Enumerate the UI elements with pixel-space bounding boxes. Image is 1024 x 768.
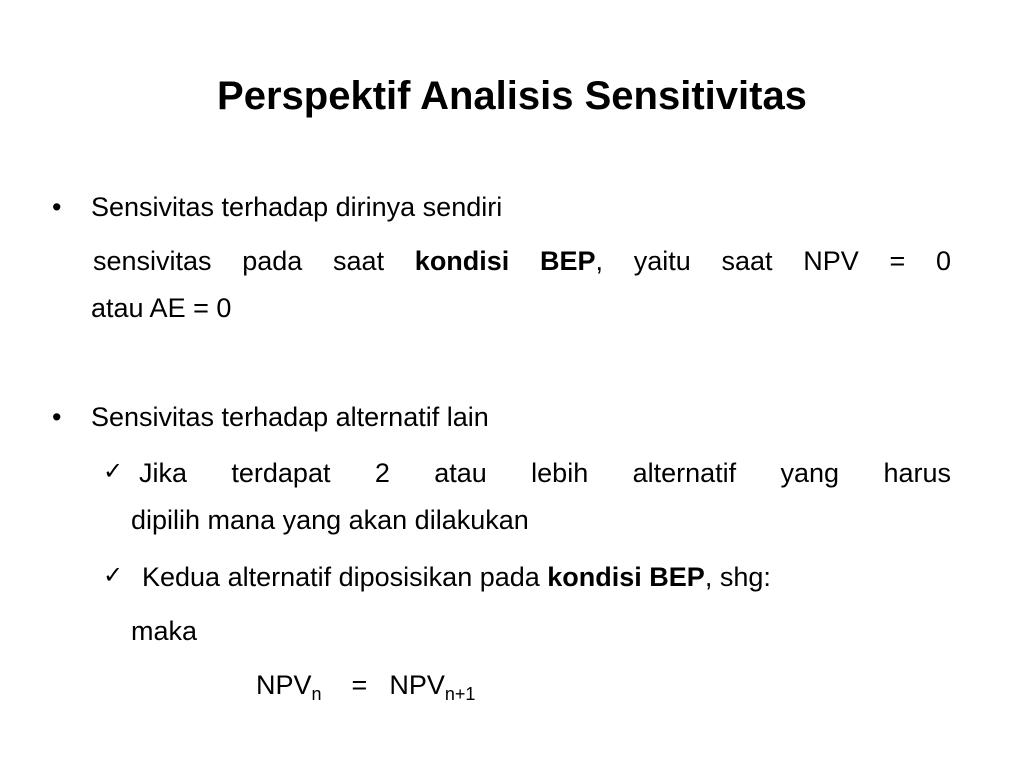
bullet-1-detail-text-b: , yaitu saat NPV = 0 xyxy=(595,246,951,276)
equation-right-sub: n+1 xyxy=(444,684,476,704)
check-item-2-text-a: Kedua alternatif diposisikan pada xyxy=(142,562,548,592)
equation-left-sub: n xyxy=(311,684,322,704)
bullet-2-heading: Sensivitas terhadap alternatif lain xyxy=(91,402,489,432)
maka-text: maka xyxy=(131,616,198,646)
bullet-1-detail-line1 xyxy=(93,244,951,278)
check-item-1-line2: dipilih mana yang akan dilakukan xyxy=(131,505,529,535)
check-item-2-text-b: , shg: xyxy=(704,562,771,592)
slide-title: Perspektif Analisis Sensitivitas xyxy=(217,74,807,118)
check-item-2-bold: kondisi BEP xyxy=(547,562,705,592)
bullet-1-detail-bold: kondisi BEP xyxy=(414,246,596,276)
checkmark-icon: ✓ xyxy=(103,561,124,589)
bullet-1-detail-text-a: sensivitas pada saat xyxy=(93,246,415,276)
bullet-1-heading: Sensivitas terhadap dirinya sendiri xyxy=(91,192,503,222)
bullet-1-detail-line2: atau AE = 0 xyxy=(91,293,232,323)
check-item-2 xyxy=(142,560,771,594)
equation-equals: = xyxy=(351,670,368,700)
bullet-dot-icon: • xyxy=(52,192,62,222)
bullet-dot-icon: • xyxy=(52,402,62,432)
equation-left-base: NPV xyxy=(256,670,312,700)
equation xyxy=(256,668,475,702)
checkmark-icon: ✓ xyxy=(103,457,124,485)
check-item-1-line1: Jika terdapat 2 atau lebih alternatif yang harus xyxy=(139,458,951,488)
equation-right-base: NPV xyxy=(389,670,445,700)
